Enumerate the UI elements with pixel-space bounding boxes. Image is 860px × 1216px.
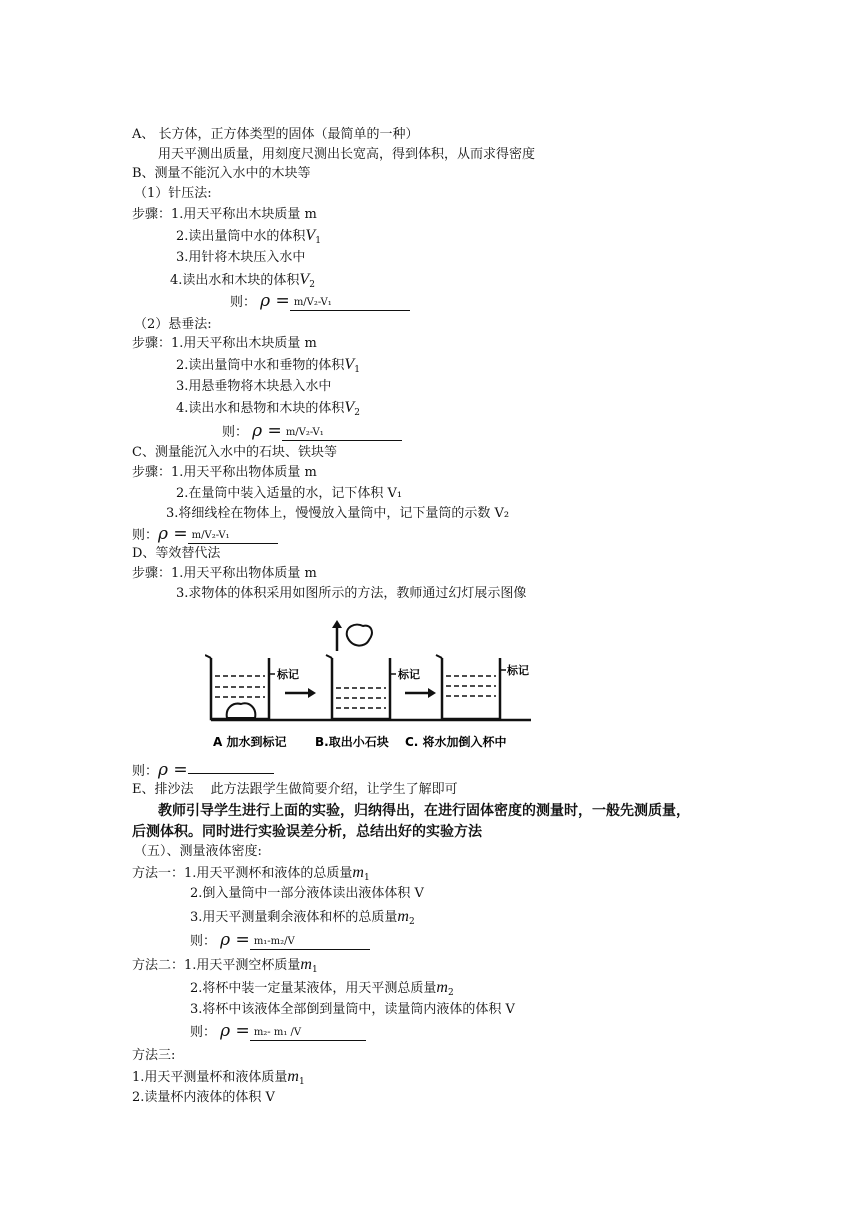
c-step-3: 3.将细线栓在物体上，慢慢放入量筒中，记下量筒的示数 V₂ [166,506,510,521]
summary-bold-1: 教师引导学生进行上面的实验，归纳得出，在进行固体密度的测量时，一般先测质量， [158,803,690,819]
section-a-title: A、 长方体，正方体类型的固体（最简单的一种） [132,127,419,142]
substitution-method-figure [205,618,535,758]
c-formula: m/V₂-V₁ [188,529,278,544]
b2-step-2: 2.读出量筒中水和垂物的体积$V_1$ [176,356,360,375]
d-formula-line: 则：ρ = [132,762,274,780]
m1-step-1: 方法一：1.用天平测杯和液体的总质量$m_1$ [132,864,370,883]
d-step-3: 3.求物体的体积采用如图所示的方法，教师通过幻灯展示图像 [176,586,527,601]
stone-a [227,703,256,718]
section-five-title: （五）、测量液体密度: [134,844,262,859]
m1-step-2: 2.倒入量筒中一部分液体读出液体体积 V [190,886,424,901]
mark-label-a: 标记 [277,668,299,681]
caption-c: C. 将水加倒入杯中 [405,735,507,749]
summary-bold-2: 后测体积。同时进行实验误差分析，总结出好的实验方法 [132,824,482,840]
m2-formula-line: 则： ρ = m₂- m₁ /V [190,1023,366,1041]
beaker-b [326,620,420,719]
c-step-1: 步骤：1.用天平称出物体质量 m [132,465,317,480]
c-formula-line: 则：ρ = m/V₂-V₁ [132,526,278,544]
m2-step-3: 3.将杯中该液体全部倒到量筒中，读量筒内液体的体积 V [190,1002,515,1017]
b2-formula-line: 则： ρ = m/V₂-V₁ [222,423,402,441]
b2-step-4: 4.读出水和悬物和木块的体积$V_2$ [176,399,360,418]
d-step-1: 步骤：1.用天平称出物体质量 m [132,566,317,581]
caption-b: B.取出小石块 [315,735,389,749]
arrow-up-head [332,620,342,628]
m3-step-2: 2.读量杯内液体的体积 V [132,1090,275,1105]
method-b2-title: （2）悬垂法: [134,317,212,332]
d-formula [188,773,274,774]
m2-step-2: 2.将杯中装一定量某液体，用天平测总质量$m_2$ [190,979,454,998]
m2-formula: m₂- m₁ /V [250,1026,366,1041]
b1-step-4: 4.读出水和木块的体积$V_2$ [170,271,315,290]
mark-label-b: 标记 [398,668,420,681]
b1-step-1: 步骤：1.用天平称出木块质量 m [132,207,317,222]
m3-step-1: 1.用天平测量杯和液体质量$m_1$ [132,1068,305,1087]
b1-step-3: 3.用针将木块压入水中 [176,250,306,265]
b1-formula: m/V₂-V₁ [290,296,410,311]
section-a-desc: 用天平测出质量，用刻度尺测出长宽高，得到体积，从而求得密度 [158,147,536,162]
m1-formula-line: 则： ρ = m₁-m₂/V [190,932,370,950]
b1-step-2: 2.读出量筒中水的体积$V_1$ [176,227,321,246]
caption-a: A 加水到标记 [213,735,287,749]
section-b-title: B、测量不能沉入水中的木块等 [132,166,311,181]
b2-formula: m/V₂-V₁ [282,426,402,441]
m1-formula: m₁-m₂/V [250,935,370,950]
section-c-title: C、测量能沉入水中的石块、铁块等 [132,445,337,460]
b2-step-1: 步骤：1.用天平称出木块质量 m [132,336,317,351]
m2-step-1: 方法二：1.用天平测空杯质量$m_1$ [132,956,318,975]
beaker-a [205,655,299,719]
m1-step-3: 3.用天平测量剩余液体和杯的总质量$m_2$ [190,908,415,927]
b2-step-3: 3.用悬垂物将木块悬入水中 [176,379,332,394]
beaker-c [436,655,529,719]
arrow-right-1 [285,688,316,698]
arrow-right-2 [405,688,436,698]
section-d-title: D、等效替代法 [132,546,221,561]
m3-title: 方法三: [132,1048,176,1063]
mark-label-c: 标记 [507,664,529,677]
method-b1-title: （1）针压法: [134,186,212,201]
c-step-2: 2.在量筒中装入适量的水，记下体积 V₁ [176,486,403,501]
b1-formula-line: 则： ρ = m/V₂-V₁ [230,293,410,311]
stone-b [347,625,372,646]
section-e-title: E、排沙法 此方法跟学生做简要介绍，让学生了解即可 [132,782,458,797]
